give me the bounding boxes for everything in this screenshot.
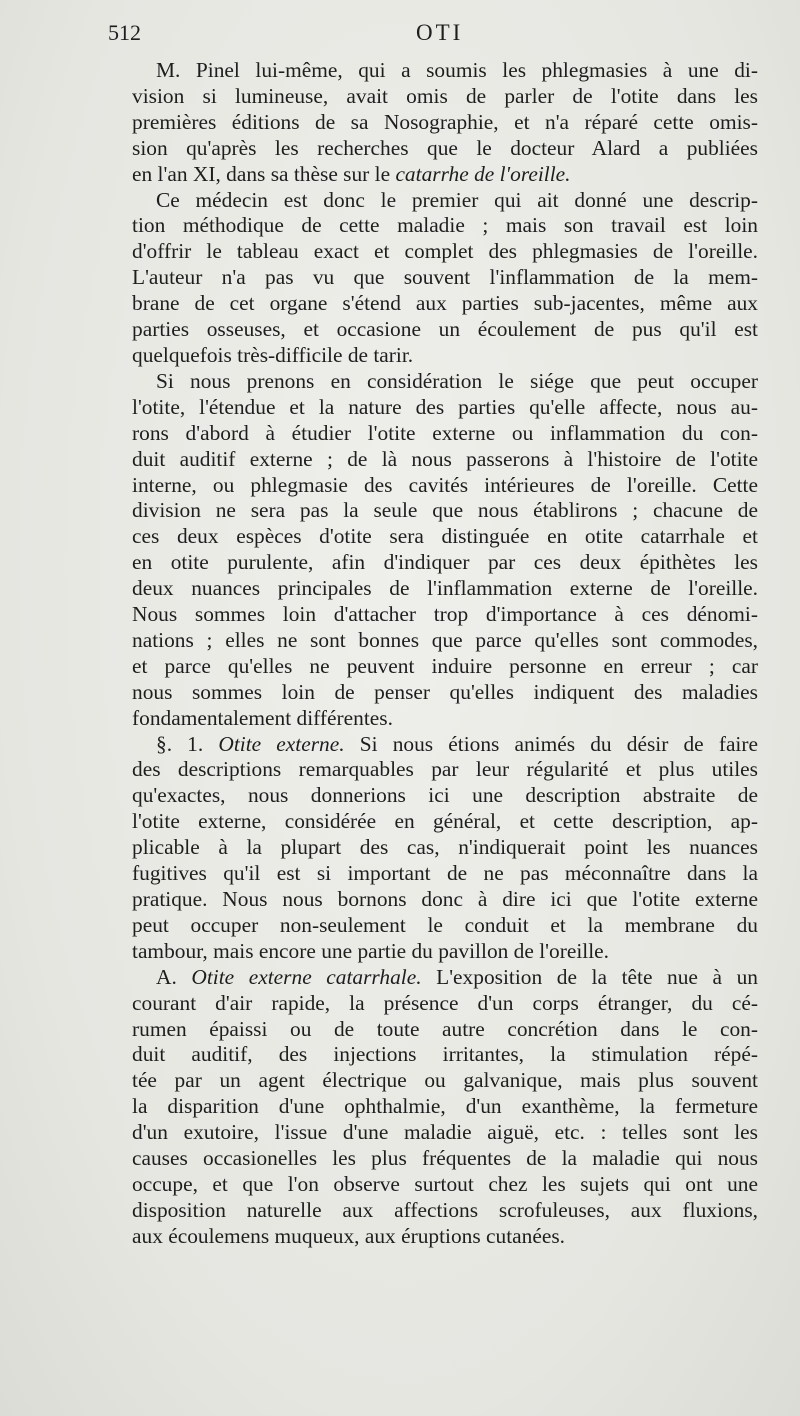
text-line: interne, ou phlegmasie des cavités intérieures de l'oreille. Cette xyxy=(132,472,758,497)
text-line: quelquefois très-difficile de tarir. xyxy=(132,342,414,367)
text-line: des descriptions remarquables par leur régularité et plus utiles xyxy=(132,757,758,782)
italic-phrase: catarrhe de l'oreille. xyxy=(395,161,571,186)
text-line: Ce médecin est donc le premier qui ait donné une descrip- xyxy=(156,187,758,212)
text-line: causes occasionelles les plus fréquentes de la maladie qui nous xyxy=(132,1146,758,1171)
text-line: L'auteur n'a pas vu que souvent l'inflammation de la mem- xyxy=(132,265,758,290)
text-line: plicable à la plupart des cas, n'indiquerait point les nuances xyxy=(132,835,758,860)
text-line: ces deux espèces d'otite sera distinguée en otite catarrhale et xyxy=(132,524,758,549)
text-line: en l'an XI, dans sa thèse sur le catarrhe de l'oreille. xyxy=(132,161,571,186)
text-line: qu'exactes, nous donnerions ici une description abstraite de xyxy=(132,783,758,808)
text-line: d'offrir le tableau exact et complet des phlegmasies de l'oreille. xyxy=(132,239,758,264)
text-line: l'otite, l'étendue et la nature des parties qu'elle affecte, nous au- xyxy=(132,394,758,419)
body-text xyxy=(108,58,758,1250)
text-line: en otite purulente, afin d'indiquer par ces deux épithètes les xyxy=(132,550,758,575)
text-line: duit auditif, des injections irritantes, la stimulation répé- xyxy=(132,1042,758,1067)
text-line: courant d'air rapide, la présence d'un corps étranger, du cé- xyxy=(132,990,758,1015)
text-line: deux nuances principales de l'inflammation externe de l'oreille. xyxy=(132,576,758,601)
text-line: pratique. Nous nous bornons donc à dire ici que l'otite externe xyxy=(132,887,758,911)
text-line: d'un exutoire, l'issue d'une maladie aiguë, etc. : telles sont les xyxy=(132,1120,758,1145)
text-line: nous sommes loin de penser qu'elles indiquent des maladies xyxy=(132,679,758,704)
text-line: et parce qu'elles ne peuvent induire personne en erreur ; car xyxy=(132,653,758,678)
italic-phrase: Otite externe. xyxy=(218,731,345,756)
text-line: fugitives qu'il est si important de ne pas méconnaître dans la xyxy=(132,861,758,886)
text-line: la disparition d'une ophthalmie, d'un exanthème, la fermeture xyxy=(132,1094,758,1119)
text-line: §. 1. Otite externe. Si nous étions animés du désir de faire xyxy=(156,731,758,756)
paragraph-5 xyxy=(108,965,758,1250)
paragraph-1 xyxy=(108,58,758,188)
text-line: duit auditif externe ; de là nous passerons à l'histoire de l'otite xyxy=(132,446,758,471)
text-line: occupe, et que l'on observe surtout chez les sujets qui ont une xyxy=(132,1171,758,1196)
text-line: tambour, mais encore une partie du pavillon de l'oreille. xyxy=(132,938,609,963)
text-line: A. Otite externe catarrhale. L'exposition de la tête nue à un xyxy=(156,964,758,989)
text-line: Nous sommes loin d'attacher trop d'importance à ces dénomi- xyxy=(132,602,758,627)
running-head: OTI xyxy=(416,20,464,45)
text-line: rons d'abord à étudier l'otite externe ou inflammation du con- xyxy=(132,420,758,445)
italic-phrase: Otite externe catarrhale. xyxy=(191,964,422,989)
text-line: l'otite externe, considérée en général, et cette description, ap- xyxy=(132,809,758,834)
text-line: tée par un agent électrique ou galvanique, mais plus souvent xyxy=(132,1068,758,1093)
text-line: disposition naturelle aux affections scrofuleuses, aux fluxions, xyxy=(132,1197,758,1222)
text-line: aux écoulemens muqueux, aux éruptions cutanées. xyxy=(132,1223,566,1248)
text-line: Si nous prenons en considération le siége que peut occuper xyxy=(156,368,758,393)
text-line: M. Pinel lui-même, qui a soumis les phlegmasies à une di- xyxy=(156,58,758,82)
page-number: 512 xyxy=(108,20,141,45)
text-line: parties osseuses, et occasione un écoulement de pus qu'il est xyxy=(132,317,758,342)
text-line: vision si lumineuse, avait omis de parler de l'otite dans les xyxy=(132,83,758,108)
paragraph-3 xyxy=(108,369,758,732)
text-line: fondamentalement différentes. xyxy=(132,705,393,730)
text-line: rumen épaissi ou de toute autre concrétion dans le con- xyxy=(132,1016,758,1041)
text-line: brane de cet organe s'étend aux parties sub-jacentes, même aux xyxy=(132,291,758,316)
paragraph-4 xyxy=(108,732,758,965)
text-line: nations ; elles ne sont bonnes que parce qu'elles sont commodes, xyxy=(132,627,758,652)
text-line: division ne sera pas la seule que nous établirons ; chacune de xyxy=(132,498,758,523)
page-header xyxy=(108,20,758,54)
paragraph-2 xyxy=(108,188,758,369)
text-line: premières éditions de sa Nosographie, et n'a réparé cette omis- xyxy=(132,109,758,134)
text-line: tion méthodique de cette maladie ; mais son travail est loin xyxy=(132,213,758,238)
text-line: peut occuper non-seulement le conduit et la membrane du xyxy=(132,912,758,937)
text-line: sion qu'après les recherches que le docteur Alard a publiées xyxy=(132,135,758,160)
